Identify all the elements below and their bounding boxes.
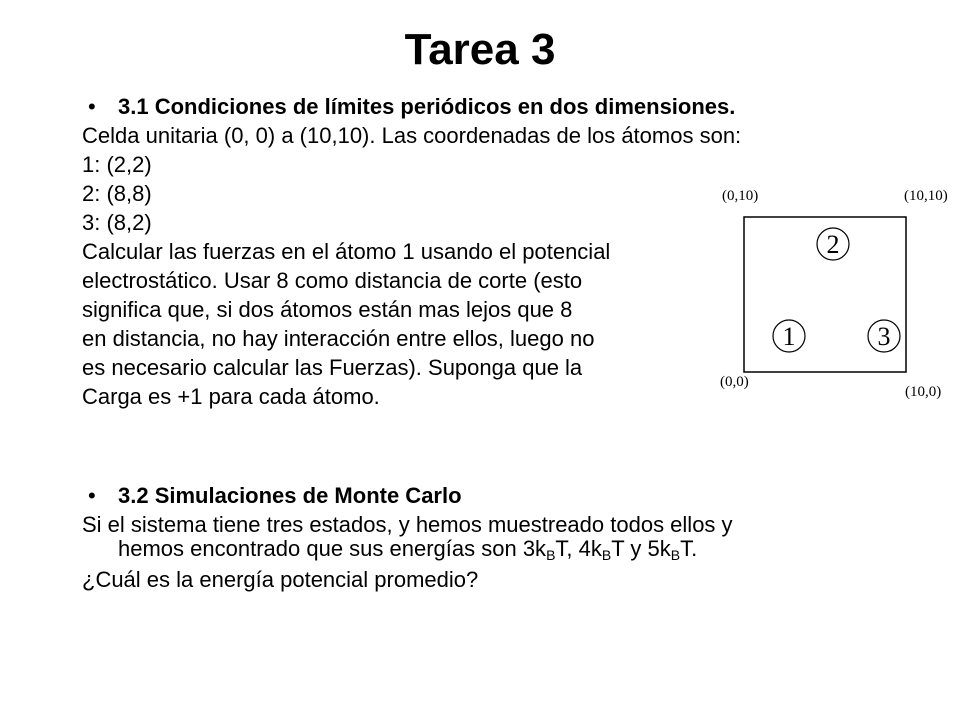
section1-heading-text: 3.1 Condiciones de límites periódicos en dos dimensiones. (118, 94, 736, 119)
text-line: Celda unitaria (0, 0) a (10,10). Las coordenadas de los átomos son: (82, 123, 742, 148)
energies-text: hemos encontrado que sus energías son 3k (118, 536, 547, 561)
section2-heading-text: 3.2 Simulaciones de Monte Carlo (118, 483, 462, 508)
corner-label-bottom-right: (10,0) (905, 384, 942, 400)
boltzmann-subscript: B (546, 547, 556, 563)
text-line: en distancia, no hay interacción entre ellos, luego no (82, 326, 595, 351)
bullet-icon: • (88, 94, 96, 119)
text-line: Si el sistema tiene tres estados, y hemos muestreado todos ellos y (82, 512, 733, 537)
boltzmann-subscript: B (601, 547, 612, 563)
boltzmann-subscript: B (670, 547, 681, 563)
energies-line (82, 536, 952, 563)
section1-heading (82, 92, 952, 121)
text-line: Carga es +1 para cada átomo. (82, 384, 380, 409)
atom-3-label: 3 (877, 322, 891, 351)
unit-cell-diagram (700, 180, 960, 410)
energies-text: T. (680, 536, 698, 561)
section2-heading (82, 481, 952, 510)
corner-label-bottom-left: (0,0) (720, 374, 749, 390)
atom3-coordinates: 3: (8,2) (82, 210, 152, 235)
bullet-icon: • (88, 483, 96, 508)
text-line: significa que, si dos átomos están mas lejos que 8 (82, 297, 573, 322)
section-monte-carlo (82, 481, 952, 594)
corner-label-top-right: (10,10) (904, 188, 948, 204)
slide-title: Tarea 3 (404, 25, 556, 74)
energies-text: T y 5k (611, 536, 671, 561)
text-line: es necesario calcular las Fuerzas). Suponga que la (82, 355, 583, 380)
atom-1-label: 1 (782, 322, 796, 351)
atom1-coordinates: 1: (2,2) (82, 152, 152, 177)
atom-2-label: 2 (826, 230, 840, 259)
corner-label-top-left: (0,10) (722, 188, 759, 204)
atom2-coordinates: 2: (8,8) (82, 181, 152, 206)
text-line: electrostático. Usar 8 como distancia de corte (esto (82, 268, 583, 293)
question-line: ¿Cuál es la energía potencial promedio? (82, 567, 479, 592)
text-line: Calcular las fuerzas en el átomo 1 usando el potencial (82, 239, 611, 264)
energies-text: T, 4k (555, 536, 602, 561)
